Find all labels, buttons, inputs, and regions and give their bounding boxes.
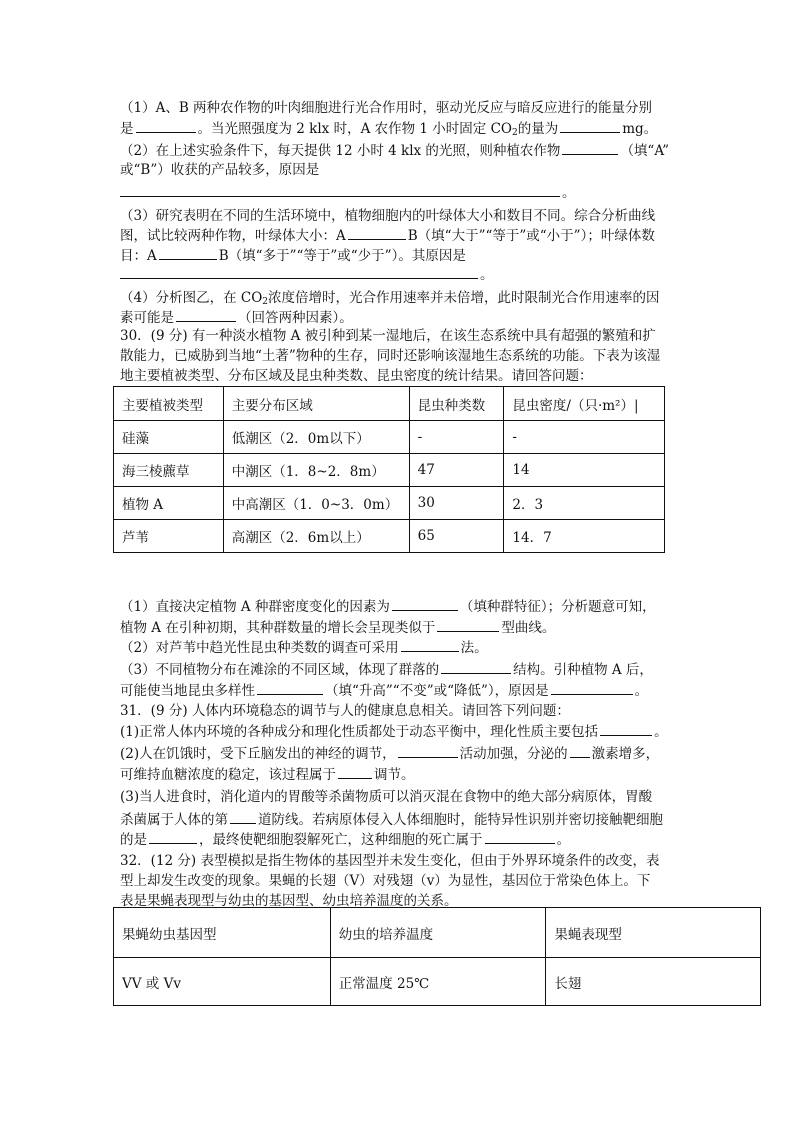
q31-part2-line2: 可维持血糖浓度的稳定，该过程属于 调节。 xyxy=(120,764,415,784)
q30-vegetation-table xyxy=(113,386,665,553)
q30-intro-line3: 地主要植被类型、分布区域及昆虫种类数、昆虫密度的统计结果。请回答问题： xyxy=(120,368,593,384)
table-header: 果蝇幼虫基因型 xyxy=(114,908,331,958)
answer-blank[interactable] xyxy=(392,596,458,611)
table-cell: - xyxy=(409,421,504,454)
q30-part2-line: （2）对芦苇中趋光性昆虫种类数的调查可采用 法。 xyxy=(120,637,488,657)
q29-part4-line2: 素可能是 （回答两种因素）。 xyxy=(120,307,353,327)
table-cell: 正常温度 25℃ xyxy=(330,958,546,1006)
answer-blank[interactable] xyxy=(570,743,590,758)
q31-part3-line1: (3)当人进食时，消化道内的胃酸等杀菌物质可以消灭混在食物中的绝大部分病原体，胃酸 xyxy=(120,789,653,805)
q32-intro-line3: 表是果蝇表现型与幼虫的基因型、幼虫培养温度的关系。 xyxy=(120,893,458,909)
table-row xyxy=(114,487,665,520)
table-cell: VV 或 Vv xyxy=(114,958,331,1006)
table-row xyxy=(114,421,665,454)
answer-blank[interactable] xyxy=(257,680,323,695)
answer-blank[interactable] xyxy=(437,617,499,632)
q31-part2-line1: (2)人在饥饿时，受下丘脑发出的神经的调节， 活动加强，分泌的 激素增多， xyxy=(120,743,659,763)
table-cell: 中潮区（1．8~2．8m） xyxy=(223,454,409,487)
table-header: 果蝇表现型 xyxy=(546,908,761,958)
q32-fruitfly-table xyxy=(113,907,761,1006)
table-cell: 高潮区（2．6m以上） xyxy=(223,520,409,553)
q29-part3-line4: 。 xyxy=(120,264,494,284)
q32-intro-line2: 型上却发生改变的现象。果蝇的长翅（V）对残翅（v）为显性，基因位于常染色体上。下 xyxy=(120,873,651,889)
q29-part3-line3: 目：A B（填“多于”“等于”或“少于”）。其原因是 xyxy=(120,245,466,265)
q31-part3-line2: 杀菌属于人体的第 道防线。若病原体侵入人体细胞时，能特异性识别并密切接触靶细胞 xyxy=(120,809,663,829)
answer-blank[interactable] xyxy=(149,829,197,844)
q30-intro-line1: 30．(9 分) 有一种淡水植物 A 被引种到某一湿地后，在该生态系统中具有超强的繁殖和扩 xyxy=(120,328,656,344)
answer-blank[interactable] xyxy=(176,307,236,322)
table-row xyxy=(114,454,665,487)
table-cell: 芦苇 xyxy=(114,520,224,553)
q29-part2-line3: 。 xyxy=(120,182,576,202)
answer-blank[interactable] xyxy=(562,140,618,155)
q29-part1-line2: 是 。当光照强度为 2 klx 时，A 农作物 1 小时固定 $CO_2$的量为 mg。 xyxy=(120,118,657,138)
table-cell: 海三棱藨草 xyxy=(114,454,224,487)
answer-blank[interactable] xyxy=(348,225,406,240)
q30-part3-line2: 可能使当地昆虫多样性 （填“升高”“不变”或“降低”），原因是 。 xyxy=(120,680,648,700)
q29-part3-line1: （3）研究表明在不同的生活环境中，植物细胞内的叶绿体大小和数目不同。综合分析曲线 xyxy=(120,208,656,224)
table-cell: 植物 A xyxy=(114,487,224,520)
q30-part1-line1: （1）直接决定植物 A 种群密度变化的因素为 （填种群特征）；分析题意可知， xyxy=(120,596,656,616)
table-row xyxy=(114,958,761,1006)
q29-part3-line2: 图，试比较两种作物，叶绿体大小：A B（填“大于”“等于”或“小于”）；叶绿体数 xyxy=(120,225,655,245)
answer-blank[interactable] xyxy=(120,182,560,197)
table-cell: 长翅 xyxy=(546,958,761,1006)
table-header: 主要分布区域 xyxy=(223,387,409,421)
table-cell: 2．3 xyxy=(504,487,665,520)
answer-blank[interactable] xyxy=(230,809,256,824)
q30-part1-line2: 植物 A 在引种初期，其种群数量的增长会呈现类似于 型曲线。 xyxy=(120,617,555,637)
q30-intro-line2: 散能力，已威胁到当地“土著”物种的生存，同时还影响该湿地生态系统的功能。下表为该湿 xyxy=(120,348,661,364)
table-cell: 14 xyxy=(504,454,665,487)
q31-intro: 31．(9 分) 人体内环境稳态的调节与人的健康息息相关。请回答下列问题： xyxy=(120,703,570,719)
answer-blank[interactable] xyxy=(600,721,652,736)
q31-part3-line3: 的是 ，最终使靶细胞裂解死亡，这种细胞的死亡属于 。 xyxy=(120,829,570,849)
table-header: 幼虫的培养温度 xyxy=(330,908,546,958)
answer-blank[interactable] xyxy=(338,764,372,779)
table-cell: 中高潮区（1．0~3．0m） xyxy=(223,487,409,520)
answer-blank[interactable] xyxy=(551,680,633,695)
table-header-row xyxy=(114,908,761,958)
q31-part1: (1)正常人体内环境的各种成分和理化性质都处于动态平衡中，理化性质主要包括 。 xyxy=(120,721,668,741)
table-header-row xyxy=(114,387,665,421)
q29-part2-line1: （2）在上述实验条件下，每天提供 12 小时 4 klx 的光照，则种植农作物 （填“A” xyxy=(120,140,669,160)
table-header: 主要植被类型 xyxy=(114,387,224,421)
table-header: 昆虫密度/（只·m²）| xyxy=(504,387,665,421)
answer-blank[interactable] xyxy=(401,637,459,652)
table-cell: - xyxy=(504,421,665,454)
table-cell: 65 xyxy=(409,520,504,553)
table-cell: 14．7 xyxy=(504,520,665,553)
q30-part3-line1: （3）不同植物分布在滩涂的不同区域，体现了群落的 结构。引种植物 A 后， xyxy=(120,659,653,679)
table-header: 昆虫种类数 xyxy=(409,387,504,421)
answer-blank[interactable] xyxy=(159,245,217,260)
table-cell: 47 xyxy=(409,454,504,487)
table-cell: 低潮区（2．0m以下） xyxy=(223,421,409,454)
answer-blank[interactable] xyxy=(560,118,620,133)
answer-blank[interactable] xyxy=(485,829,555,844)
answer-blank[interactable] xyxy=(136,118,196,133)
table-row xyxy=(114,520,665,553)
q29-part1-line1: （1）A、B 两种农作物的叶肉细胞进行光合作用时，驱动光反应与暗反应进行的能量分别 xyxy=(120,100,653,116)
answer-blank[interactable] xyxy=(441,659,511,674)
q32-intro-line1: 32．(12 分) 表型模拟是指生物体的基因型并未发生变化，但由于外界环境条件的改变，表 xyxy=(120,853,660,869)
q29-part4-line1: （4）分析图乙，在 $CO_2$浓度倍增时，光合作用速率并未倍增，此时限制光合作用速率的因 xyxy=(120,290,660,307)
answer-blank[interactable] xyxy=(120,264,478,279)
q29-part2-line2: 或“B”）收获的产品较多，原因是 xyxy=(120,162,320,178)
table-cell: 30 xyxy=(409,487,504,520)
answer-blank[interactable] xyxy=(398,743,458,758)
table-cell: 硅藻 xyxy=(114,421,224,454)
